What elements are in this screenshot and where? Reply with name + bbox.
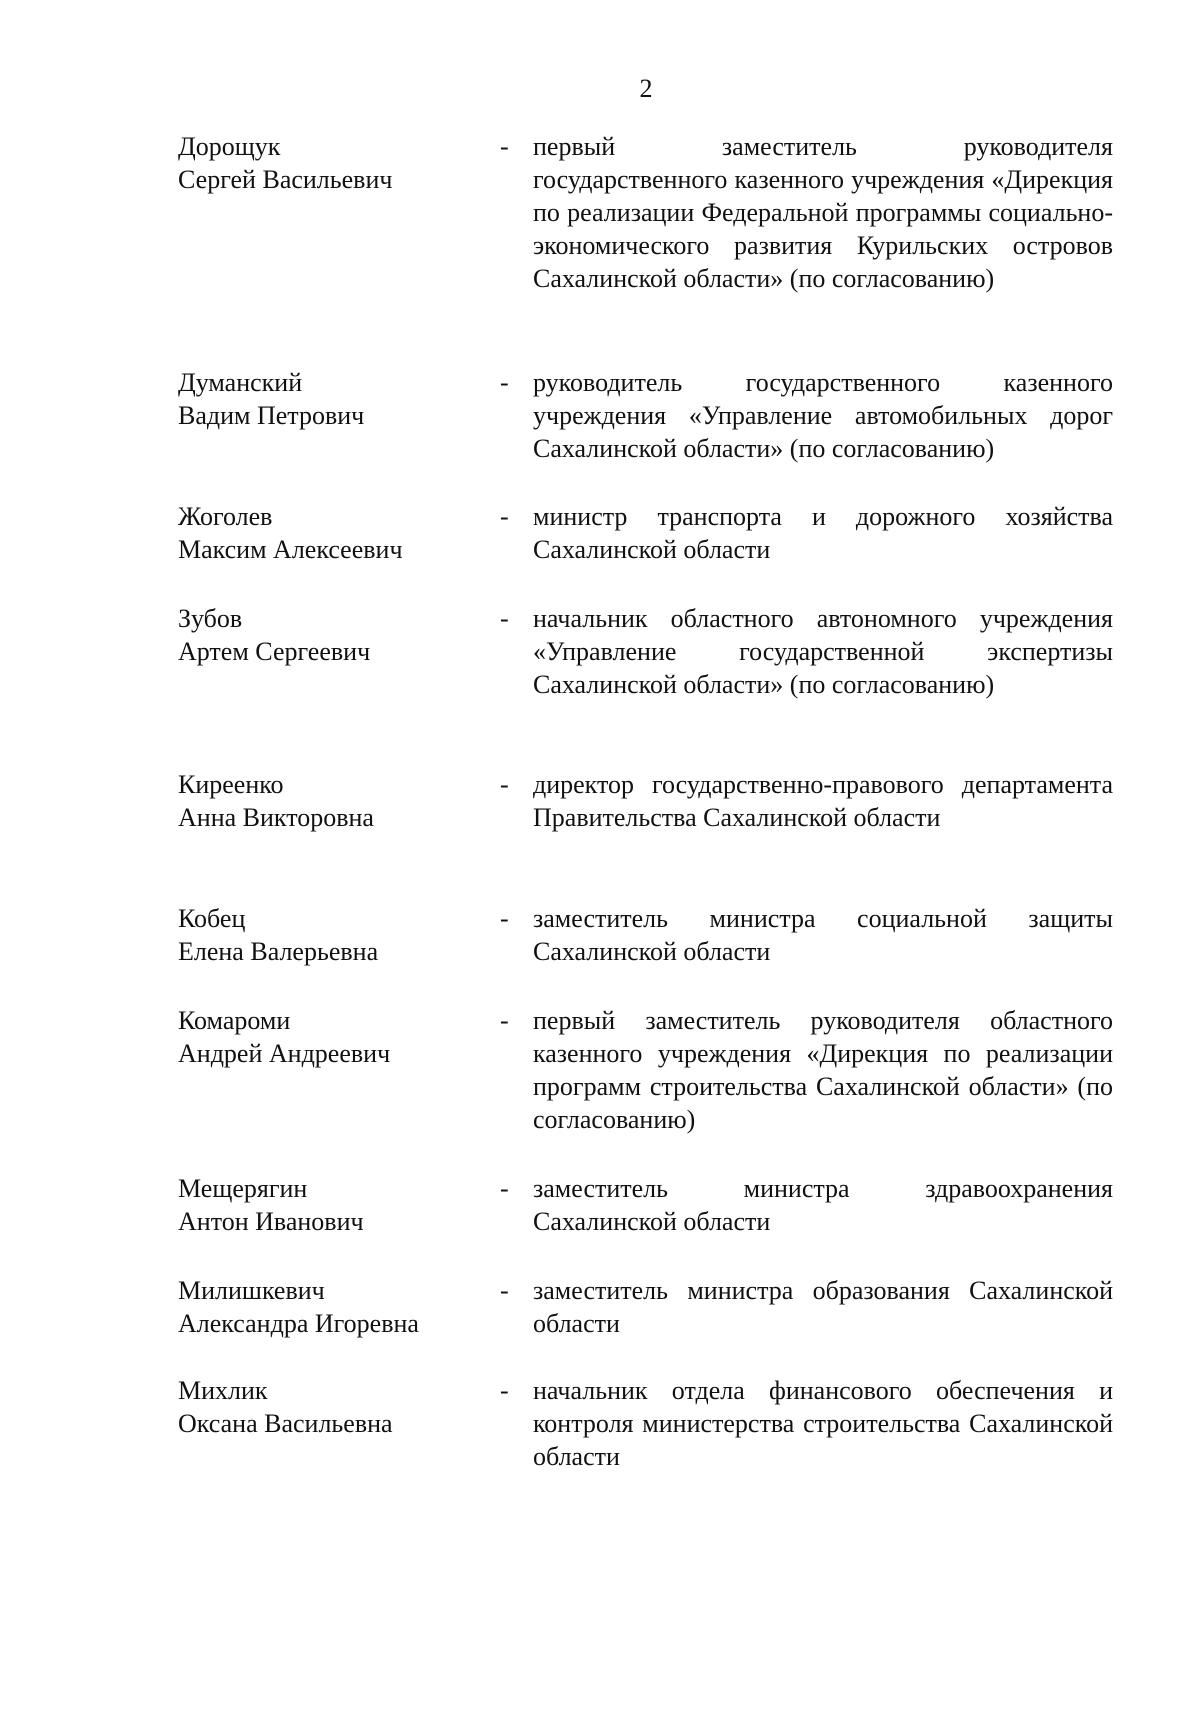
member-surname: Кобец [178,904,246,933]
dash-separator: - [500,1006,509,1035]
member-given-name: Сергей Васильевич [178,165,393,194]
dash-separator: - [500,904,509,933]
member-given-name: Антон Иванович [178,1207,364,1236]
member-role: заместитель министра социальной защиты Сахалинской области [533,904,1113,966]
member-surname: Жоголев [178,502,273,531]
member-role: директор государственно-правового департамента Правительства Сахалинской области [533,770,1113,832]
member-name [178,1004,478,1070]
member-role: заместитель министра здравоохранения Сахалинской области [533,1174,1113,1236]
member-role: первый заместитель руководителя областного казенного учреждения «Дирекция по реализации программ строительства Сахалинской области» (по согласованию) [533,1006,1113,1134]
member-given-name: Оксана Васильевна [178,1409,393,1438]
dash-separator: - [500,502,509,531]
page-number: 2 [639,74,653,103]
member-given-name: Артем Сергеевич [178,637,371,666]
dash-separator: - [500,368,509,397]
member-surname: Думанский [178,368,303,397]
member-name [178,1172,478,1238]
member-given-name: Андрей Андреевич [178,1039,391,1068]
member-name [178,366,478,432]
member-given-name: Максим Алексеевич [178,535,403,564]
member-role: министр транспорта и дорожного хозяйства Сахалинской области [533,502,1113,564]
member-name [178,902,478,968]
member-surname: Киреенко [178,770,284,799]
member-given-name: Елена Валерьевна [178,937,379,966]
member-surname: Милишкевич [178,1276,325,1305]
dash-separator: - [500,1276,509,1305]
member-surname: Мещерягин [178,1174,308,1203]
dash-separator: - [500,1174,509,1203]
member-name [178,1274,478,1340]
member-given-name: Анна Викторовна [178,803,374,832]
member-surname: Комароми [178,1006,291,1035]
member-given-name: Вадим Петрович [178,401,365,430]
member-name [178,1374,478,1440]
dash-separator: - [500,770,509,799]
member-given-name: Александра Игоревна [178,1309,419,1338]
member-surname: Зубов [178,604,243,633]
dash-separator: - [500,132,509,161]
dash-separator: - [500,604,509,633]
member-role: руководитель государственного казенного учреждения «Управление автомобильных дорог Сахалинской области» (по согласованию) [533,368,1113,463]
member-name [178,602,478,668]
member-role: первый заместитель руководителя государственного казенного учреждения «Дирекция по реализации Федеральной программы социально-экономического развития Курильских островов Сахалинской области» (по согласованию) [533,132,1113,293]
member-role: начальник отдела финансового обеспечения и контроля министерства строительства Сахалинской области [533,1376,1113,1471]
member-name [178,768,478,834]
member-surname: Михлик [178,1376,268,1405]
dash-separator: - [500,1376,509,1405]
member-role: начальник областного автономного учреждения «Управление государственной экспертизы Сахалинской области» (по согласованию) [533,604,1113,699]
member-name [178,130,478,196]
member-name [178,500,478,566]
member-surname: Дорощук [178,132,281,161]
member-role: заместитель министра образования Сахалинской области [533,1276,1113,1338]
